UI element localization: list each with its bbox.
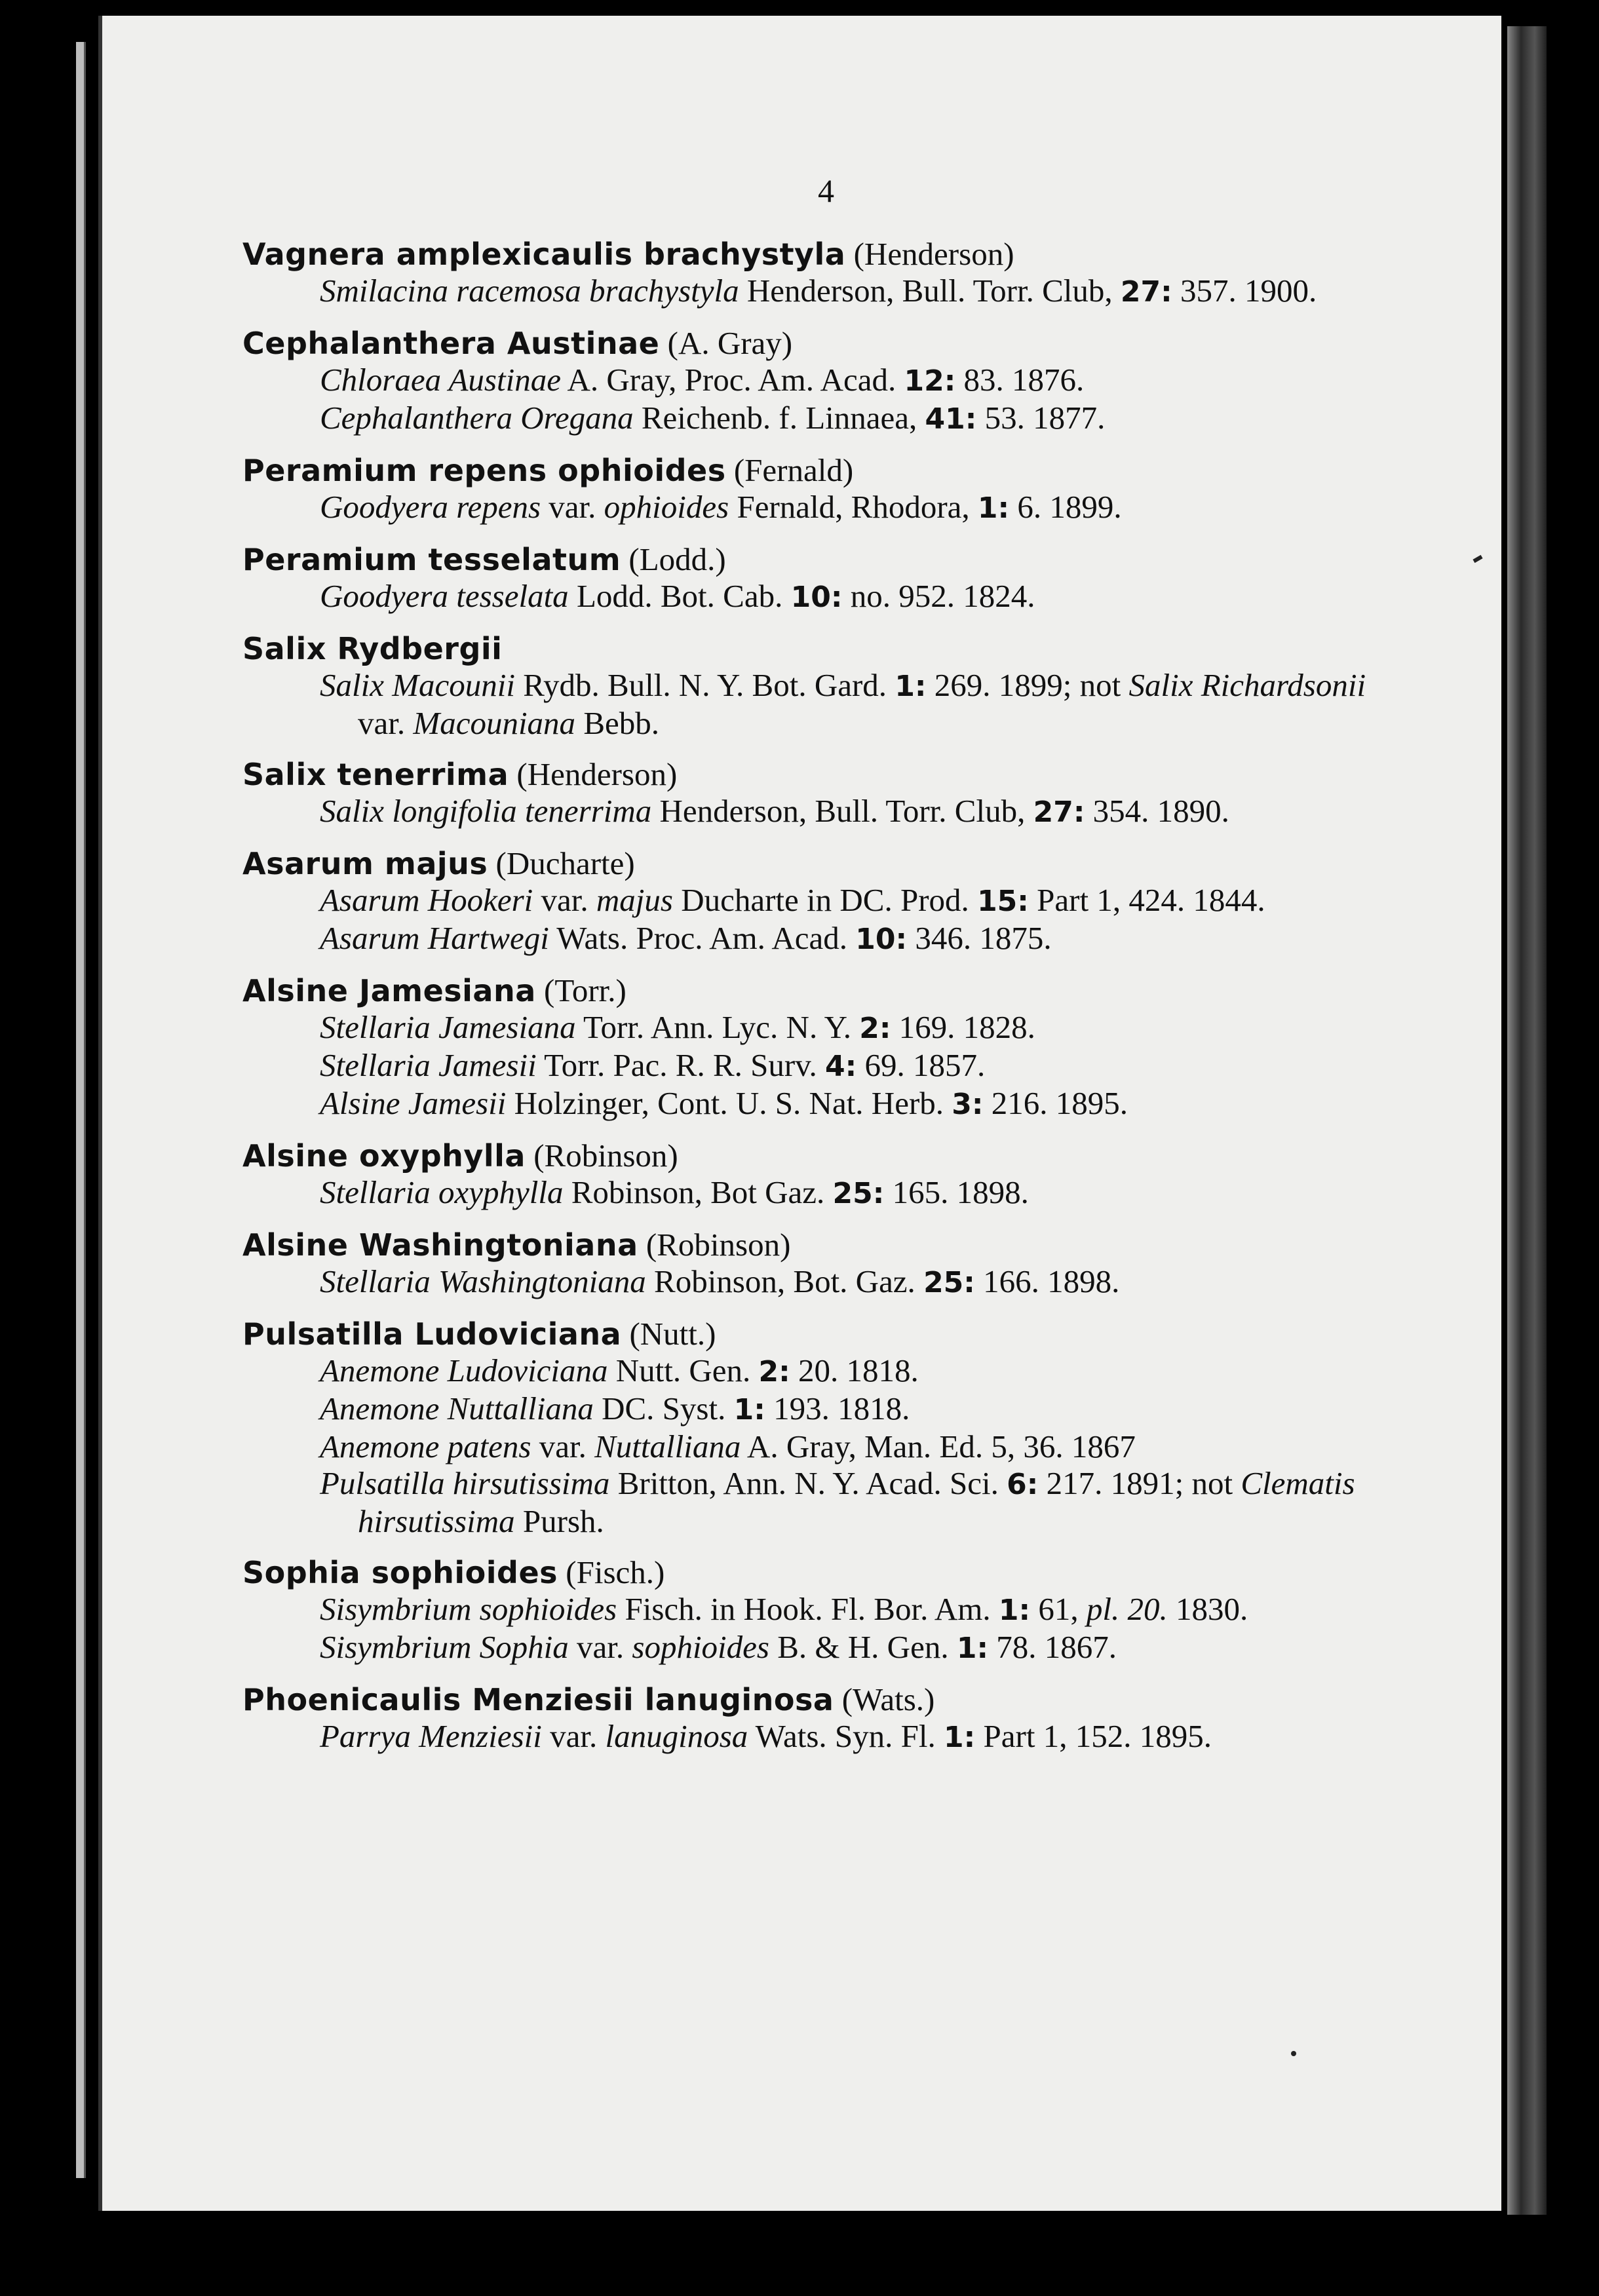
volume-number: 1: [895, 670, 927, 703]
entry-heading [242, 972, 1370, 1009]
citation-text: var. [541, 489, 604, 525]
authority: (Lodd.) [628, 541, 726, 577]
accepted-name: Salix Rydbergii [242, 631, 503, 666]
synonym-citation [280, 920, 1370, 958]
synonym-citation [280, 1009, 1370, 1047]
authority: (Ducharte) [495, 845, 635, 881]
citation-text: 53. 1877. [976, 400, 1106, 436]
accepted-name: Phoenicaulis Menziesii lanuginosa [242, 1682, 834, 1717]
species-entry [242, 1554, 1370, 1667]
synonym-citation [280, 1174, 1370, 1212]
volume-number: 27: [1120, 275, 1172, 309]
accepted-name: Cephalanthera Austinae [242, 326, 660, 361]
synonym-citation [280, 1085, 1370, 1123]
species-entry [242, 452, 1370, 527]
citation-text: Bebb. [575, 705, 659, 741]
species-entry [242, 1681, 1370, 1756]
species-entry [242, 541, 1370, 616]
species-entry [242, 972, 1370, 1123]
synonym-citation [280, 793, 1370, 831]
entry-heading [242, 1554, 1370, 1591]
volume-number: 2: [758, 1355, 790, 1388]
volume-number: 6: [1007, 1468, 1039, 1501]
species-entry [242, 1316, 1370, 1540]
citation-text: Fisch. in Hook. Fl. Bor. Am. [617, 1591, 999, 1627]
citation-text: Henderson, Bull. Torr. Club, [651, 793, 1033, 829]
citation-text: Lodd. Bot. Cab. [568, 578, 791, 614]
synonym-citation [280, 273, 1370, 311]
taxon-name: majus [596, 882, 673, 918]
taxon-name: Smilacina racemosa brachystyla [320, 273, 739, 309]
citation-text: 83. 1876. [955, 362, 1085, 398]
citation-text: var. [531, 1428, 595, 1464]
taxon-name: Nuttalliana [594, 1428, 741, 1464]
volume-number: 4: [825, 1050, 857, 1083]
species-list [242, 236, 1370, 1770]
accepted-name: Alsine Washingtoniana [242, 1227, 638, 1263]
taxon-name: Anemone Ludoviciana [320, 1352, 608, 1388]
synonym-citation [280, 362, 1370, 400]
taxon-name: Alsine Jamesii [320, 1085, 507, 1121]
authority: (Robinson) [645, 1227, 791, 1263]
synonym-citation [280, 400, 1370, 438]
citation-text: 165. 1898. [884, 1174, 1029, 1210]
entry-heading [242, 845, 1370, 882]
volume-number: 10: [790, 581, 843, 614]
accepted-name: Sophia sophioides [242, 1555, 558, 1590]
accepted-name: Alsine Jamesiana [242, 973, 536, 1008]
species-entry [242, 756, 1370, 831]
taxon-name: Salix longifolia tenerrima [320, 793, 652, 829]
volume-number: 1: [733, 1393, 765, 1426]
accepted-name: Peramium tesselatum [242, 542, 621, 577]
taxon-name: ophioides [604, 489, 729, 525]
synonym-citation [280, 1465, 1370, 1540]
entry-heading [242, 1316, 1370, 1352]
citation-text: var. [358, 705, 414, 741]
citation-text: 193. 1818. [765, 1390, 910, 1426]
citation-text: Fernald, Rhodora, [729, 489, 978, 525]
taxon-name: Stellaria Jamesii [320, 1047, 537, 1083]
citation-text: Nutt. Gen. [607, 1352, 759, 1388]
accepted-name: Alsine oxyphylla [242, 1138, 526, 1174]
authority: (A. Gray) [667, 325, 793, 361]
synonym-citation [280, 1352, 1370, 1390]
synonym-citation [280, 1047, 1370, 1085]
citation-text: Holzinger, Cont. U. S. Nat. Herb. [506, 1085, 952, 1121]
entry-heading [242, 236, 1370, 273]
species-entry [242, 845, 1370, 958]
citation-text: 354. 1890. [1085, 793, 1229, 829]
citation-text: Part 1, 424. 1844. [1028, 882, 1265, 918]
citation-text: B. & H. Gen. [769, 1629, 957, 1665]
citation-text: Wats. Proc. Am. Acad. [549, 920, 856, 956]
taxon-name: Pulsatilla hirsutissima [320, 1465, 610, 1501]
adjacent-page-edge [1507, 26, 1547, 2215]
citation-text: Rydb. Bull. N. Y. Bot. Gard. [515, 667, 895, 703]
taxon-name: Goodyera repens [320, 489, 541, 525]
citation-text: 357. 1900. [1172, 273, 1317, 309]
citation-text: Reichenb. f. Linnaea, [633, 400, 925, 436]
species-entry [242, 1227, 1370, 1301]
volume-number: 41: [925, 402, 977, 436]
taxon-name: Asarum Hartwegi [320, 920, 549, 956]
synonym-citation [280, 1718, 1370, 1756]
citation-text: DC. Syst. [593, 1390, 734, 1426]
synonym-citation [280, 1390, 1370, 1428]
volume-number: 1: [998, 1594, 1031, 1627]
synonym-citation [280, 1591, 1370, 1629]
entry-heading [242, 541, 1370, 578]
entry-heading [242, 1681, 1370, 1718]
taxon-name: Anemone Nuttalliana [320, 1390, 594, 1426]
citation-text: Robinson, Bot. Gaz. [645, 1263, 924, 1299]
taxon-name: Salix Macounii [320, 667, 516, 703]
taxon-name: Salix Richardsonii [1128, 667, 1366, 703]
synonym-citation [280, 1428, 1370, 1465]
taxon-name: sophioides [632, 1629, 769, 1665]
authority: (Robinson) [533, 1138, 678, 1174]
taxon-name: pl. 20. [1086, 1591, 1168, 1627]
citation-text: 269. 1899; not [926, 667, 1129, 703]
entry-heading [242, 1227, 1370, 1263]
authority: (Fernald) [733, 452, 854, 488]
synonym-citation [280, 1629, 1370, 1667]
taxon-name: Parrya Menziesii [320, 1718, 542, 1754]
accepted-name: Vagnera amplexicaulis brachystyla [242, 237, 846, 272]
taxon-name: Macouniana [413, 705, 576, 741]
citation-text: 20. 1818. [790, 1352, 919, 1388]
volume-number: 1: [977, 491, 1010, 525]
taxon-name: Stellaria oxyphylla [320, 1174, 564, 1210]
accepted-name: Salix tenerrima [242, 757, 509, 792]
citation-text: no. 952. 1824. [842, 578, 1035, 614]
volume-number: 10: [855, 923, 908, 956]
citation-text: 169. 1828. [891, 1009, 1035, 1045]
species-entry [242, 236, 1370, 311]
synonym-citation [280, 667, 1370, 742]
citation-text: A. Gray, Man. Ed. 5, 36. 1867 [741, 1428, 1136, 1464]
citation-text: Britton, Ann. N. Y. Acad. Sci. [609, 1465, 1007, 1501]
species-entry [242, 630, 1370, 742]
authority: (Wats.) [841, 1681, 935, 1717]
authority: (Fisch.) [566, 1554, 665, 1590]
volume-number: 2: [859, 1012, 891, 1045]
citation-text: A. Gray, Proc. Am. Acad. [560, 362, 904, 398]
citation-text: 61, [1030, 1591, 1087, 1627]
volume-number: 1: [944, 1721, 976, 1754]
authority: (Henderson) [516, 756, 678, 792]
citation-text: 1830. [1167, 1591, 1248, 1627]
citation-text: 217. 1891; not [1038, 1465, 1241, 1501]
citation-text: 6. 1899. [1009, 489, 1122, 525]
citation-text: Pursh. [514, 1503, 604, 1539]
authority: (Nutt.) [629, 1316, 716, 1352]
citation-text: Ducharte in DC. Prod. [672, 882, 978, 918]
citation-text: 166. 1898. [974, 1263, 1120, 1299]
accepted-name: Pulsatilla Ludoviciana [242, 1316, 622, 1352]
volume-number: 15: [977, 885, 1029, 918]
entry-heading [242, 630, 1370, 667]
entry-heading [242, 325, 1370, 362]
ink-speck [1291, 2051, 1296, 2056]
taxon-name: Anemone patens [320, 1428, 531, 1464]
taxon-name: Asarum Hookeri [320, 882, 533, 918]
species-entry [242, 325, 1370, 438]
taxon-name: Chloraea Austinae [320, 362, 561, 398]
citation-text: 346. 1875. [907, 920, 1052, 956]
taxon-name: Cephalanthera Oregana [320, 400, 634, 436]
synonym-citation [280, 1263, 1370, 1301]
citation-text: Torr. Ann. Lyc. N. Y. [575, 1009, 860, 1045]
volume-number: 3: [952, 1088, 984, 1121]
page-number: 4 [818, 172, 834, 209]
citation-text: 69. 1857. [857, 1047, 986, 1083]
synonym-citation [280, 578, 1370, 616]
volume-number: 25: [923, 1266, 975, 1299]
citation-text: 78. 1867. [988, 1629, 1117, 1665]
taxon-name: Goodyera tesselata [320, 578, 569, 614]
taxon-name: Stellaria Jamesiana [320, 1009, 576, 1045]
citation-text: var. [541, 1718, 606, 1754]
citation-text: Torr. Pac. R. R. Surv. [536, 1047, 826, 1083]
volume-number: 12: [904, 364, 956, 398]
entry-heading [242, 1138, 1370, 1174]
taxon-name: lanuginosa [605, 1718, 748, 1754]
entry-heading [242, 756, 1370, 793]
citation-text: Part 1, 152. 1895. [975, 1718, 1212, 1754]
accepted-name: Peramium repens ophioides [242, 453, 726, 488]
volume-number: 27: [1033, 795, 1085, 829]
citation-text: Henderson, Bull. Torr. Club, [739, 273, 1121, 309]
accepted-name: Asarum majus [242, 846, 488, 881]
citation-text: 216. 1895. [983, 1085, 1128, 1121]
citation-text: Wats. Syn. Fl. [748, 1718, 944, 1754]
citation-text: var. [568, 1629, 632, 1665]
volume-number: 1: [956, 1632, 989, 1665]
species-entry [242, 1138, 1370, 1212]
synonym-citation [280, 882, 1370, 920]
citation-text: var. [533, 882, 596, 918]
taxon-name: Sisymbrium Sophia [320, 1629, 569, 1665]
volume-number: 25: [832, 1177, 885, 1210]
authority: (Torr.) [544, 972, 626, 1008]
taxon-name: Stellaria Washingtoniana [320, 1263, 646, 1299]
synonym-citation [280, 489, 1370, 527]
citation-text: Robinson, Bot Gaz. [563, 1174, 833, 1210]
authority: (Henderson) [853, 236, 1014, 272]
taxon-name: Clematis hirsutissima [358, 1465, 1355, 1539]
taxon-name: Sisymbrium sophioides [320, 1591, 617, 1627]
entry-heading [242, 452, 1370, 489]
